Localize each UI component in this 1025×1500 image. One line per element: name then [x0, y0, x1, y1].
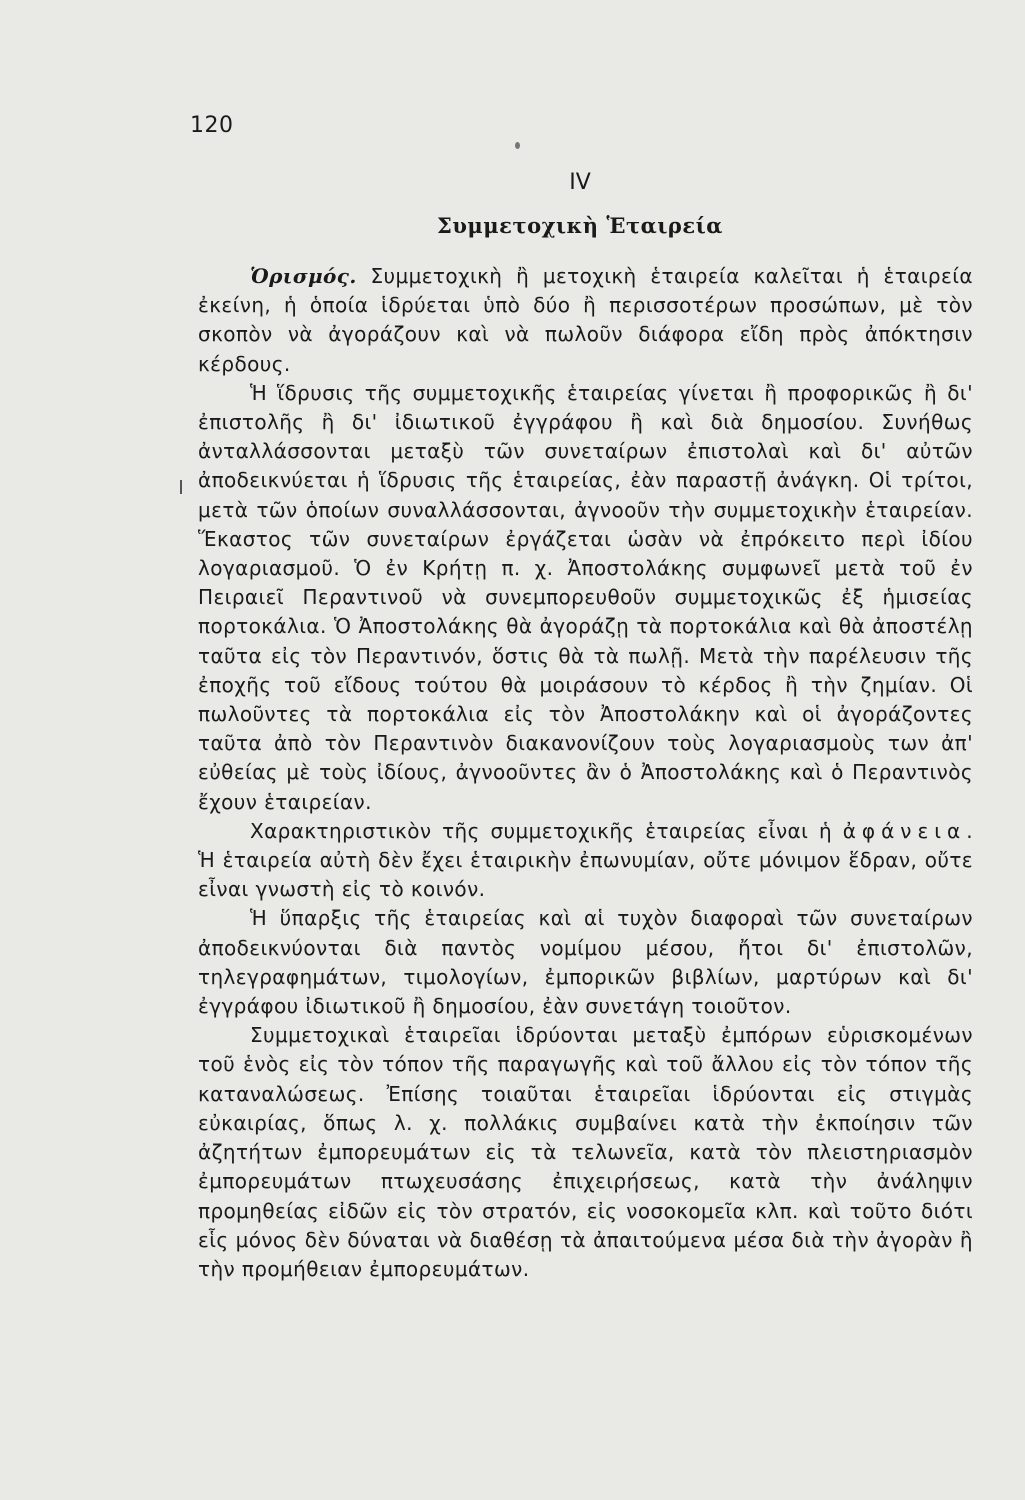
emphasized-term: ἀφάνεια [842, 818, 967, 843]
margin-mark [180, 480, 182, 494]
definition-text: Συμμετοχικὴ ἢ μετοχικὴ ἑταιρεία καλεῖται ἡ ἑταιρεία ἐκείνη, ἡ ὁποία ἱδρύεται ὑπὸ δύο ἢ περισσοτέρων προσώπων, μὲ τὸν σκοπὸν νὰ ἀγοράζουν καὶ νὰ πωλοῦν διάφορα εἴδη πρὸς ἀπόκτησιν κέρδους. [198, 264, 973, 376]
chapter-numeral: IV [569, 170, 591, 195]
paragraph-founding: Ἡ ἵδρυσις τῆς συμμετοχικῆς ἑταιρείας γίνεται ἢ προφορικῶς ἢ δι' ἐπιστολῆς ἢ δι' ἰδιωτικοῦ ἐγγράφου ἢ καὶ διὰ δημοσίου. Συνήθως ἀνταλλάσσονται μεταξὺ τῶν συνεταίρων ἐπιστολαὶ καὶ δι' αὐτῶν ἀποδεικνύεται ἡ ἵδρυσις τῆς ἑταιρείας, ἐὰν παραστῇ ἀνάγκη. Οἱ τρίτοι, μετὰ τῶν ὁποίων συναλλάσσονται, ἀγνοοῦν τὴν συμμετοχικὴν ἑταιρείαν. Ἕκαστος τῶν συνεταίρων ἐργάζεται ὡσὰν νὰ ἐπρόκειτο περὶ ἰδίου λογαριασμοῦ. Ὁ ἐν Κρήτῃ π. χ. Ἀποστολάκης συμφωνεῖ μετὰ τοῦ ἐν Πειραιεῖ Περαντινοῦ νὰ συνεμπορευθοῦν συμμετοχικῶς ἐξ ἡμισείας πορτοκάλια. Ὁ Ἀποστολάκης θὰ ἀγοράζῃ τὰ πορτοκάλια καὶ θὰ ἀποστέλῃ ταῦτα εἰς τὸν Περαντινόν, ὅστις θὰ τὰ πωλῇ. Μετὰ τὴν παρέλευσιν τῆς ἐποχῆς τοῦ εἴδους τούτου θὰ μοιράσουν τὸ κέρδος ἢ τὴν ζημίαν. Οἱ πωλοῦντες τὰ πορτοκάλια εἰς τὸν Ἀποστολάκην καὶ οἱ ἀγοράζοντες ταῦτα ἀπὸ τὸν Περαντινὸν διακανονίζουν τοὺς λογαριασμοὺς των ἀπ' εὐθείας μὲ τοὺς ἰδίους, ἀγνοοῦντες ἂν ὁ Ἀποστολάκης καὶ ὁ Περαντινὸς ἔχουν ἑταιρείαν. [198, 380, 973, 814]
body-text [198, 262, 973, 1284]
paragraph-proof: Ἡ ὕπαρξις τῆς ἑταιρείας καὶ αἱ τυχὸν διαφοραὶ τῶν συνεταίρων ἀποδεικνύονται διὰ παντὸς νομίμου μέσου, ἤτοι δι' ἐπιστολῶν, τηλεγραφημάτων, τιμολογίων, ἐμπορικῶν βιβλίων, μαρτύρων καὶ δι' ἐγγράφου ἰδιωτικοῦ ἢ δημοσίου, ἐὰν συνετάγη τοιοῦτον. [198, 906, 973, 1019]
characteristic-rest: . Ἡ ἑταιρεία αὐτὴ δὲν ἔχει ἑταιρικὴν ἐπωνυμίαν, οὔτε μόνιμον ἕδραν, οὔτε εἶναι γνωστὴ εἰς τὸ κοινόν. [198, 818, 973, 902]
paragraph-characteristic [198, 817, 973, 905]
characteristic-lead: Χαρακτηριστικὸν τῆς συμμετοχικῆς ἑταιρείας εἶναι ἡ [250, 818, 843, 843]
section-title: Συμμετοχικὴ Ἑταιρεία [437, 213, 723, 238]
page-number: 120 [190, 113, 234, 138]
definition-term: Ὁρισμός. [250, 264, 357, 288]
page-speck [515, 142, 520, 149]
paragraph-definition [198, 262, 973, 379]
paragraph-occasions: Συμμετοχικαὶ ἑταιρεῖαι ἱδρύονται μεταξὺ ἐμπόρων εὑρισκομένων τοῦ ἑνὸς εἰς τὸν τόπον τῆς παραγωγῆς καὶ τοῦ ἄλλου εἰς τὸν τόπον τῆς καταναλώσεως. Ἐπίσης τοιαῦται ἑταιρεῖαι ἱδρύονται εἰς στιγμὰς εὐκαιρίας, ὅπως λ. χ. πολλάκις συμβαίνει κατὰ τὴν ἐκποίησιν τῶν ἀζητήτων ἐμπορευμάτων εἰς τὰ τελωνεῖα, κατὰ τὸν πλειστηριασμὸν ἐμπορευμάτων πτωχευσάσης ἐπιχειρήσεως, κατὰ τὴν ἀνάληψιν προμηθείας εἰδῶν εἰς τὸν στρατόν, εἰς νοσοκομεῖα κλπ. καὶ τοῦτο διότι εἷς μόνος δὲν δύναται νὰ διαθέσῃ τὰ ἀπαιτούμενα μέσα διὰ τὴν ἀγορὰν ἢ τὴν προμήθειαν ἐμπορευμάτων. [198, 1023, 973, 1281]
